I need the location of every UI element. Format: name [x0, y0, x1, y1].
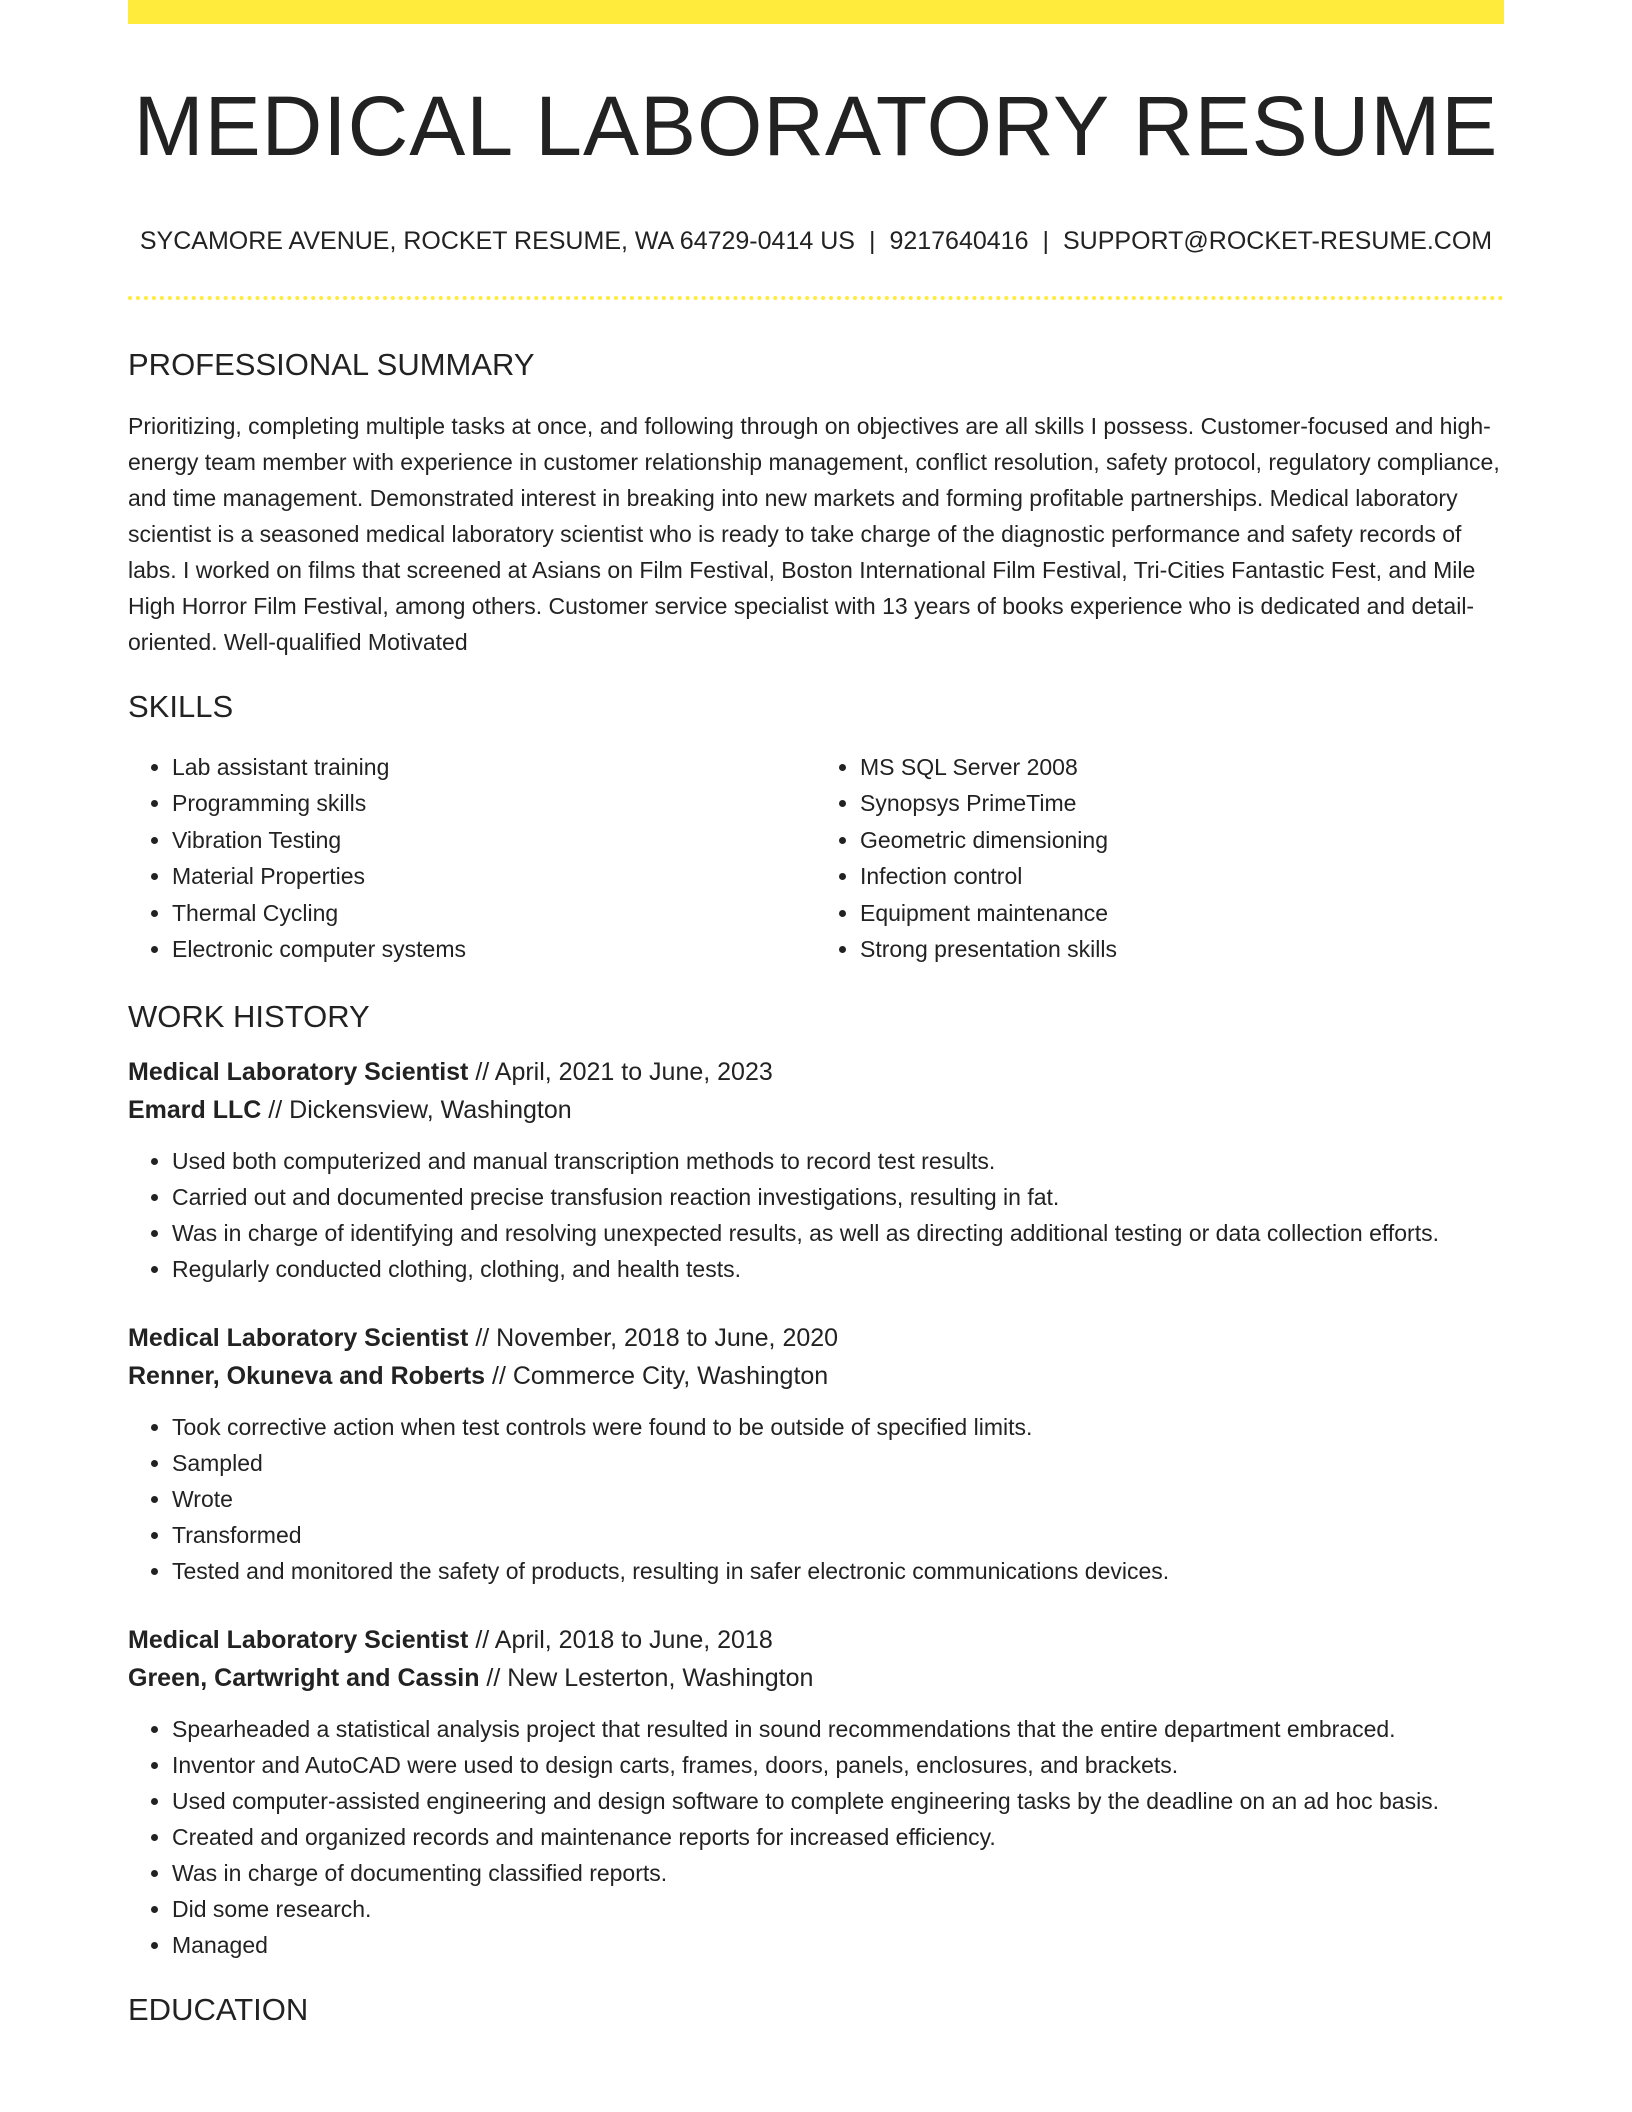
- job-company-line: [128, 1357, 1504, 1395]
- skill-item: • Synopsys PrimeTime: [860, 785, 1504, 822]
- job-role: Medical Laboratory Scientist: [128, 1323, 469, 1352]
- duty-item: • Inventor and AutoCAD were used to design carts, frames, doors, panels, enclosures, and brackets.: [172, 1747, 1504, 1783]
- job-title-line: [128, 1621, 1504, 1659]
- skill-item: • Programming skills: [172, 785, 816, 822]
- summary-heading: PROFESSIONAL SUMMARY: [128, 347, 535, 383]
- duty-item: • Carried out and documented precise transfusion reaction investigations, resulting in fat.: [172, 1179, 1504, 1215]
- duty-item: • Regularly conducted clothing, clothing, and health tests.: [172, 1251, 1504, 1287]
- job-role: Medical Laboratory Scientist: [128, 1057, 469, 1086]
- duty-item: • Wrote: [172, 1481, 1504, 1517]
- skills-column-right: [816, 749, 1504, 968]
- job-company-line: [128, 1091, 1504, 1129]
- work-history-heading: WORK HISTORY: [128, 998, 370, 1034]
- dotted-divider: [128, 296, 1504, 300]
- skill-item: • Geometric dimensioning: [860, 822, 1504, 859]
- job-header: [128, 1621, 1504, 1697]
- contact-separator: |: [868, 227, 876, 256]
- job-duties-list: [128, 1409, 1504, 1589]
- contact-phone: 9217640416: [889, 227, 1029, 256]
- duty-item: • Spearheaded a statistical analysis project that resulted in sound recommendations that the entire department embraced.: [172, 1711, 1504, 1747]
- job-title-line: [128, 1053, 1504, 1091]
- contact-address: SYCAMORE AVENUE, ROCKET RESUME, WA 64729-0414 US: [139, 227, 855, 256]
- skill-item: • Equipment maintenance: [860, 895, 1504, 932]
- skill-item: • Electronic computer systems: [172, 931, 816, 968]
- job-title-line: [128, 1319, 1504, 1357]
- duty-item: • Transformed: [172, 1517, 1504, 1553]
- skill-item: • MS SQL Server 2008: [860, 749, 1504, 786]
- duty-item: • Did some research.: [172, 1891, 1504, 1927]
- job-dates: // April, 2021 to June, 2023: [468, 1057, 773, 1086]
- job-company-line: [128, 1659, 1504, 1697]
- job-dates: // November, 2018 to June, 2020: [468, 1323, 839, 1352]
- job-location: // Commerce City, Washington: [485, 1361, 829, 1390]
- duty-item: • Used both computerized and manual transcription methods to record test results.: [172, 1143, 1504, 1179]
- skills-column-left: [128, 749, 816, 968]
- duty-item: • Managed: [172, 1927, 1504, 1963]
- skills-grid: [128, 749, 1504, 968]
- job-role: Medical Laboratory Scientist: [128, 1625, 469, 1654]
- job-duties-list: [128, 1711, 1504, 1963]
- skill-item: • Lab assistant training: [172, 749, 816, 786]
- job-location: // Dickensview, Washington: [261, 1095, 572, 1124]
- job-header: [128, 1053, 1504, 1129]
- duty-item: • Created and organized records and maintenance reports for increased efficiency.: [172, 1819, 1504, 1855]
- skill-item: • Vibration Testing: [172, 822, 816, 859]
- job-dates: // April, 2018 to June, 2018: [468, 1625, 773, 1654]
- duty-item: • Sampled: [172, 1445, 1504, 1481]
- job-company: Green, Cartwright and Cassin: [128, 1663, 480, 1692]
- job-company: Renner, Okuneva and Roberts: [128, 1361, 486, 1390]
- contact-separator: |: [1042, 227, 1049, 256]
- job-location: // New Lesterton, Washington: [479, 1663, 814, 1692]
- duty-item: • Tested and monitored the safety of products, resulting in safer electronic communications devices.: [172, 1553, 1504, 1589]
- resume-title: MEDICAL LABORATORY RESUME: [133, 79, 1499, 173]
- duty-item: • Was in charge of documenting classified reports.: [172, 1855, 1504, 1891]
- resume-page: [128, 0, 1504, 2028]
- skills-heading: SKILLS: [128, 688, 234, 724]
- skill-item: • Strong presentation skills: [860, 931, 1504, 968]
- duty-item: • Took corrective action when test controls were found to be outside of specified limits.: [172, 1409, 1504, 1445]
- contact-email[interactable]: SUPPORT@ROCKET-RESUME.COM: [1062, 227, 1493, 256]
- education-heading: EDUCATION: [128, 1991, 309, 2027]
- job-company: Emard LLC: [128, 1095, 262, 1124]
- top-accent-bar: [128, 0, 1504, 24]
- job-duties-list: [128, 1143, 1504, 1287]
- skill-item: • Infection control: [860, 858, 1504, 895]
- skill-item: • Material Properties: [172, 858, 816, 895]
- duty-item: • Used computer-assisted engineering and design software to complete engineering tasks by the deadline on an ad hoc basis.: [172, 1783, 1504, 1819]
- contact-line: [128, 226, 1504, 256]
- skill-item: • Thermal Cycling: [172, 895, 816, 932]
- job-header: [128, 1319, 1504, 1395]
- summary-text: Prioritizing, completing multiple tasks at once, and following through on objectives are all skills I possess. Customer-focused and high-energy team member with experience in customer relationship management, conflict resolution, safety protocol, regulatory compliance, and time management. Demonstrated interest in breaking into new markets and forming profitable partnerships. Medical laboratory scientist is a seasoned medical laboratory scientist who is ready to take charge of the diagnostic performance and safety records of labs. I worked on films that screened at Asians on Film Festival, Boston International Film Festival, Tri-Cities Fantastic Fest, and Mile High Horror Film Festival, among others. Customer service specialist with 13 years of books experience who is dedicated and detail-oriented. Well-qualified Motivated: [128, 412, 1500, 655]
- duty-item: • Was in charge of identifying and resolving unexpected results, as well as directing additional testing or data collection efforts.: [172, 1215, 1504, 1251]
